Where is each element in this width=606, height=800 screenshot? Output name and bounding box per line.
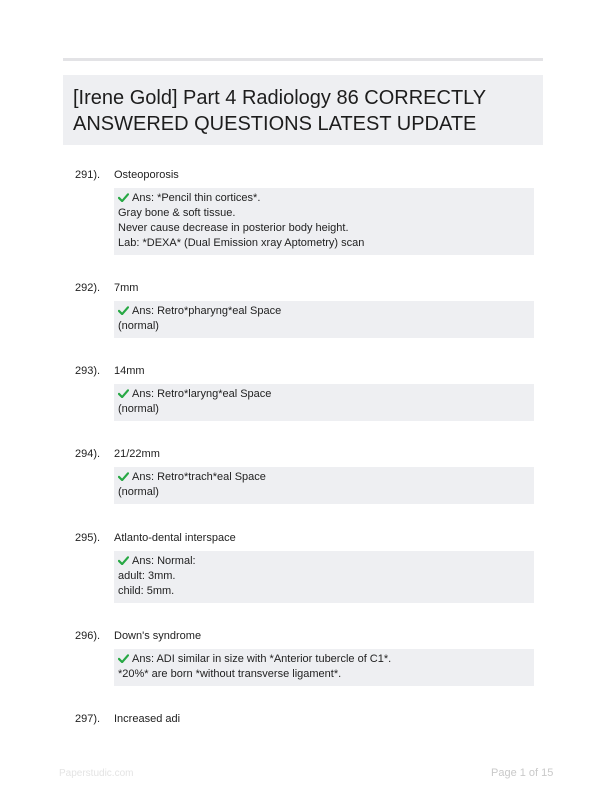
- question-number: 296).: [75, 630, 101, 642]
- answer-line: [118, 569, 530, 584]
- question-number: 294).: [75, 448, 101, 460]
- answer-line: [118, 554, 530, 569]
- question-number: 292).: [75, 282, 101, 294]
- answer-text: Ans: *Pencil thin cortices*.: [132, 192, 261, 204]
- answer-line: [118, 304, 530, 319]
- answer-box: [114, 384, 534, 421]
- question-text: 21/22mm: [114, 448, 160, 460]
- answer-line: [118, 191, 530, 206]
- question-text: Atlanto-dental interspace: [114, 532, 236, 544]
- answer-line: [118, 667, 530, 682]
- answer-line: [118, 402, 530, 417]
- question-number: 295).: [75, 532, 101, 544]
- answer-box: [114, 467, 534, 504]
- answer-text: (normal): [118, 403, 159, 415]
- top-divider: [63, 58, 543, 61]
- answer-text: Never cause decrease in posterior body height.: [118, 222, 349, 234]
- check-icon: [118, 654, 129, 663]
- answer-line: [118, 387, 530, 402]
- question-text: Down's syndrome: [114, 630, 202, 642]
- check-icon: [118, 306, 129, 315]
- answer-text: Ans: Retro*laryng*eal Space: [132, 388, 272, 400]
- footer-watermark: Paperstudic.com: [59, 768, 134, 779]
- page-indicator: Page 1 of 15: [491, 767, 554, 779]
- answer-text: Lab: *DEXA* (Dual Emission xray Aptometry) scan: [118, 237, 365, 249]
- question-text: Osteoporosis: [114, 169, 179, 181]
- question-text: Increased adi: [114, 713, 181, 725]
- question-number: 291).: [75, 169, 101, 181]
- answer-text: child: 5mm.: [118, 585, 175, 597]
- answer-line: [118, 652, 530, 667]
- answer-line: [118, 236, 530, 251]
- title-banner: [63, 75, 543, 145]
- answer-line: [118, 485, 530, 500]
- check-icon: [118, 389, 129, 398]
- answer-text: Ans: Normal:: [132, 555, 196, 567]
- answer-text: (normal): [118, 320, 159, 332]
- answer-line: [118, 584, 530, 599]
- question-text: 14mm: [114, 365, 145, 377]
- check-icon: [118, 556, 129, 565]
- answer-text: Ans: ADI similar in size with *Anterior tubercle of C1*.: [132, 653, 392, 665]
- answer-line: [118, 221, 530, 236]
- answer-text: *20%* are born *without transverse ligament*.: [118, 668, 342, 680]
- answer-line: [118, 319, 530, 334]
- answer-box: [114, 551, 534, 603]
- check-icon: [118, 472, 129, 481]
- answer-box: [114, 301, 534, 338]
- answer-line: [118, 206, 530, 221]
- question-number: 293).: [75, 365, 101, 377]
- answer-box: [114, 649, 534, 686]
- answer-text: Gray bone & soft tissue.: [118, 207, 236, 219]
- check-icon: [118, 193, 129, 202]
- answer-box: [114, 188, 534, 255]
- question-number: 297).: [75, 713, 101, 725]
- answer-text: adult: 3mm.: [118, 570, 176, 582]
- document-title: [Irene Gold] Part 4 Radiology 86 CORRECTLY ANSWERED QUESTIONS LATEST UPDATE: [73, 87, 486, 135]
- answer-text: Ans: Retro*pharyng*eal Space: [132, 305, 282, 317]
- answer-text: (normal): [118, 486, 159, 498]
- answer-text: Ans: Retro*trach*eal Space: [132, 471, 266, 483]
- answer-line: [118, 470, 530, 485]
- question-text: 7mm: [114, 282, 139, 294]
